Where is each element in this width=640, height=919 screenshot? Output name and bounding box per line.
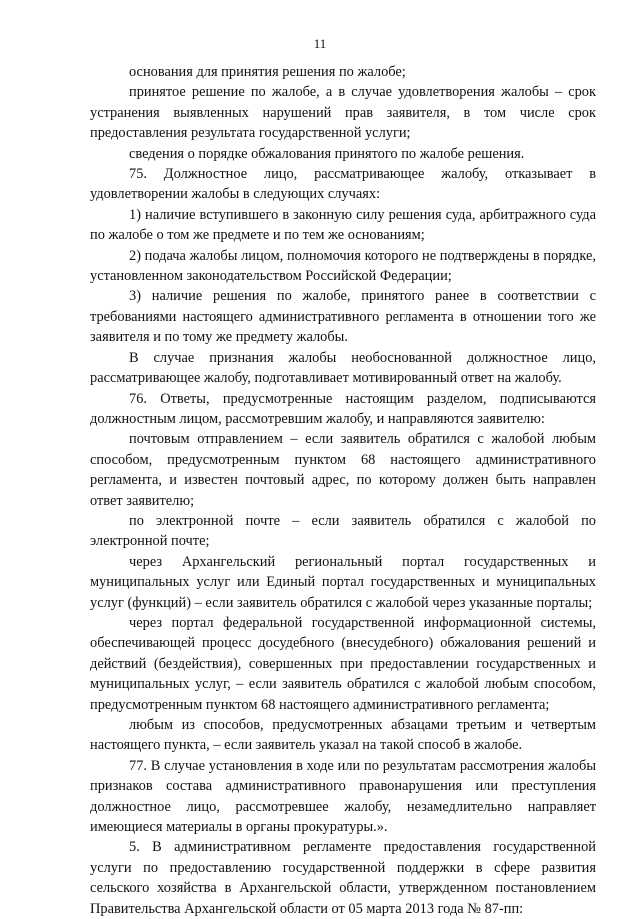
paragraph-any-method-delivery: любым из способов, предусмотренных абзацами третьим и четвертым настоящего пункта, – если заявитель указал на такой способ в жалобе. (90, 717, 596, 754)
paragraph-postal-delivery: почтовым отправлением – если заявитель обратился с жалобой любым способом, предусмотренным пунктом 68 настоящего административного регламента, и известен почтовый адрес, по которому должен быть направлен ответ заявителю; (90, 431, 596, 509)
paragraph-decision-item: принятое решение по жалобе, а в случае удовлетворения жалобы – срок устранения выявленных нарушений прав заявителя, в том числе срок предоставления результата государственной услуги; (90, 84, 596, 142)
paragraph-appeal-order-item: сведения о порядке обжалования принятого по жалобе решения. (129, 145, 525, 162)
paragraph-clause-77: 77. В случае установления в ходе или по результатам рассмотрения жалобы признаков состава административного правонарушения или преступления должностное лицо, рассмотревшее жалобу, незамедлительно направляет имеющиеся материалы в органы прокуратуры.». (90, 757, 596, 836)
document-body (90, 62, 596, 919)
paragraph-basis-item: основания для принятия решения по жалобе; (129, 64, 406, 80)
paragraph-clause-75-item-1: 1) наличие вступившего в законную силу решения суда, арбитражного суда по жалобе о том же предмете и по тем же основаниям; (90, 206, 596, 244)
paragraph-clause-75-item-2: 2) подача жалобы лицом, полномочия которого не подтверждены в порядке, установленном законодательством Российской Федерации; (90, 247, 596, 285)
paragraph-clause-76: 76. Ответы, предусмотренные настоящим разделом, подписываются должностным лицом, рассмотревшим жалобу, и направляются заявителю: (90, 390, 596, 427)
paragraph-clause-75-item-3: 3) наличие решения по жалобе, принятого ранее в соответствии с требованиями настоящего административного регламента в отношении того же заявителя и по тому же предмету жалобы. (90, 288, 596, 346)
paragraph-clause-75: 75. Должностное лицо, рассматривающее жалобу, отказывает в удовлетворении жалобы в следующих случаях: (90, 166, 596, 203)
paragraph-unfounded-complaint: В случае признания жалобы необоснованной должностное лицо, рассматривающее жалобу, подготавливает мотивированный ответ на жалобу. (90, 349, 596, 387)
paragraph-item-5: 5. В административном регламенте предоставления государственной услуги по предоставлению государственной поддержки в сфере развития сельского хозяйства в Архангельской области, утвержденном постановлением Правительства Архангельской области от 05 марта 2013 года № 87-пп: (90, 839, 596, 917)
page-number: 11 (313, 36, 327, 51)
paragraph-email-delivery: по электронной почте – если заявитель обратился с жалобой по электронной почте; (90, 512, 596, 550)
paragraph-federal-system-delivery: через портал федеральной государственной информационной системы, обеспечивающей процесс досудебного (внесудебного) обжалования решений и действий (бездействия), совершенных при предоставлении государственных и муниципальных услуг, – если заявитель обратился с жалобой любым способом, предусмотренным пунктом 68 настоящего административного регламента; (90, 614, 596, 713)
paragraph-portal-delivery: через Архангельский региональный портал государственных и муниципальных услуг или Единый портал государственных и муниципальных услуг (функций) – если заявитель обратился с жалобой через указанные порталы; (90, 553, 596, 611)
